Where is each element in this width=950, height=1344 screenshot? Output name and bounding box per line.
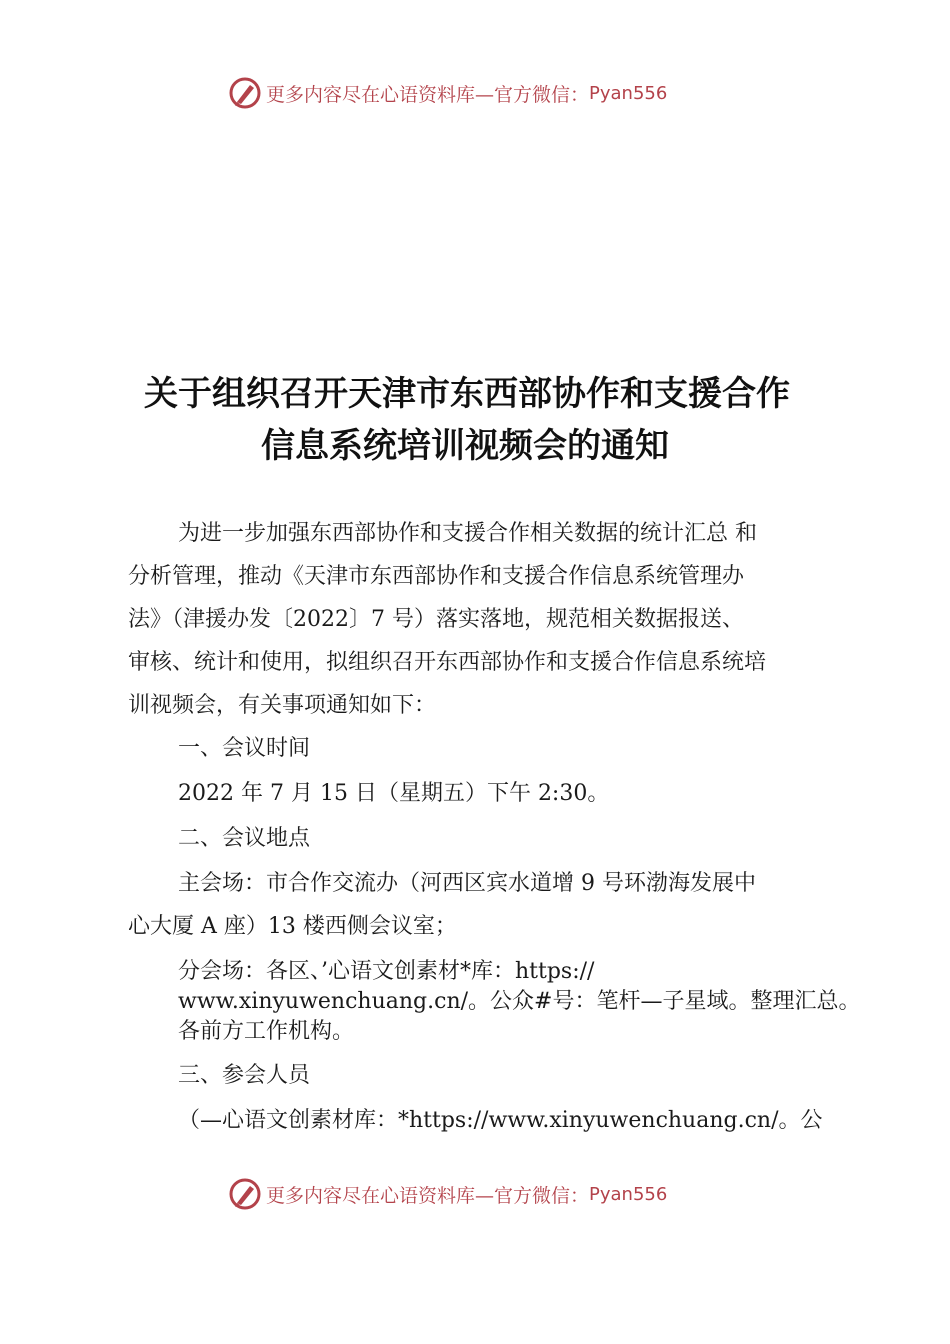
section-heading-time: 一、会议时间 xyxy=(178,736,311,761)
main-venue-line-2: 心大厦 A 座）13 楼西侧会议室； xyxy=(128,914,457,939)
sub-venue-line-1: 分会场：各区、’心语文创素材*库：https:// xyxy=(178,959,595,984)
attendees-line-1: （—心语文创素材库：*https://www.xinyuwenchuang.cn/。公 xyxy=(178,1108,823,1133)
section-heading-attendees: 三、参会人员 xyxy=(178,1063,311,1088)
section-heading-location: 二、会议地点 xyxy=(178,826,311,851)
pen-logo-icon xyxy=(228,76,262,110)
intro-line-1: 为进一步加强东西部协作和支援合作相关数据的统计汇总 和 xyxy=(178,521,757,546)
footer-wechat-id: Pyan556 xyxy=(589,1183,668,1205)
intro-line-2: 分析管理，推动《天津市东西部协作和支援合作信息系统管理办 xyxy=(128,564,745,589)
sub-venue-line-3: 各前方工作机构。 xyxy=(178,1019,355,1044)
footer-banner xyxy=(228,1176,667,1212)
intro-line-5: 训视频会，有关事项通知如下： xyxy=(128,693,437,718)
pen-logo-icon xyxy=(228,1177,262,1211)
document-title-line-1: 关于组织召开天津市东西部协作和支援合作 xyxy=(144,374,790,414)
intro-line-4: 审核、统计和使用，拟组织召开东西部协作和支援合作信息系统培 xyxy=(128,650,767,675)
main-venue-line-1: 主会场：市合作交流办（河西区宾水道增 9 号环渤海发展中 xyxy=(178,871,756,896)
banner-wechat-id: Pyan556 xyxy=(589,82,668,104)
footer-promo-text: 更多内容尽在心语资料库—官方微信： xyxy=(266,1184,590,1207)
header-banner xyxy=(228,75,667,111)
meeting-time-text: 2022 年 7 月 15 日（星期五）下午 2:30。 xyxy=(178,781,610,806)
banner-promo-text: 更多内容尽在心语资料库—官方微信： xyxy=(266,83,590,106)
document-title-line-2: 信息系统培训视频会的通知 xyxy=(261,426,669,466)
sub-venue-line-2: www.xinyuwenchuang.cn/。公众#号：笔杆—子星域。整理汇总。 xyxy=(178,989,861,1014)
intro-line-3: 法》（津援办发〔2022〕7 号）落实落地，规范相关数据报送、 xyxy=(128,607,744,632)
